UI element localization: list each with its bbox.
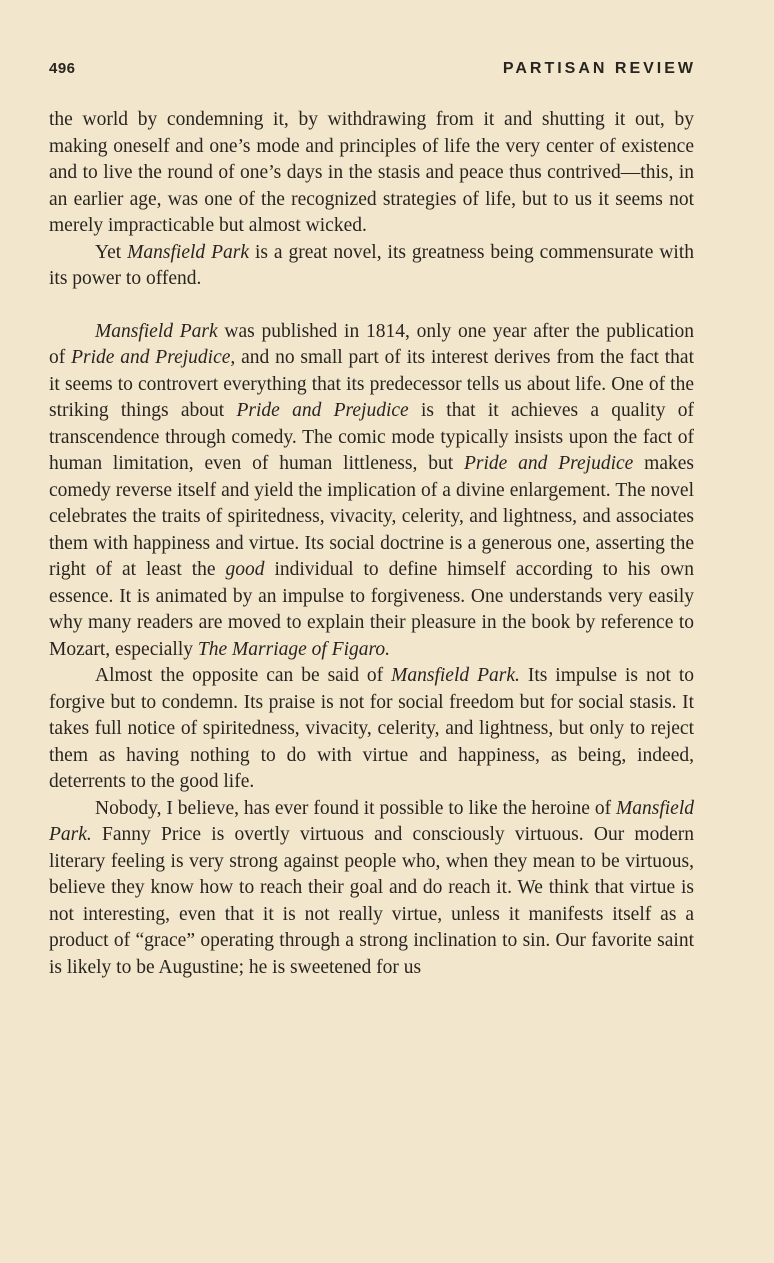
- italic-text: The Marriage of Figaro.: [197, 638, 391, 660]
- italic-text: good: [225, 559, 265, 580]
- text-run: individual to define himself according to his own essence. It is animated by an impulse to forgiveness. One understands very easily why many readers are moved to explain their pleasure in the book by reference to Mozart, especially: [49, 559, 695, 660]
- italic-text: Pride and Prejudice,: [71, 347, 236, 368]
- text-run: makes comedy reverse itself and yield the implication of a divine enlargement. The novel celebrates the traits of spiritedness, vivacity, celerity, and lightness, and associates them with happiness and virtue. Its social doctrine is a generous one, asserting the right of at least the: [49, 453, 694, 580]
- paragraph: [49, 663, 694, 796]
- italic-text: Mansfield Park: [95, 320, 218, 342]
- italic-text: Mansfield Park.: [391, 665, 520, 686]
- page-header: [49, 60, 696, 78]
- text-run: the world by condemning it, by withdrawing from it and shutting it out, by making oneself and one’s mode and principles of life the very center of existence and to live the round of one’s days in the stasis and peace thus contrived—this, in an earlier age, was one of the recognized strategies of life, but to us it seems not merely impracticable but almost wicked.: [49, 109, 694, 236]
- paragraph: [49, 107, 694, 240]
- running-head: PARTISAN REVIEW: [502, 60, 696, 77]
- paragraph: [49, 796, 694, 982]
- page-number: 496: [49, 60, 76, 77]
- paragraph: [49, 240, 694, 293]
- body-text: [49, 107, 694, 981]
- text-run: Its impulse is not to forgive but to condemn. Its praise is not for social freedom but for social stasis. It takes full notice of spiritedness, vivacity, celerity, and lightness, but only to reject them as having nothing to do with virtue and happiness, as being, indeed, deterrents to the good life.: [49, 665, 694, 792]
- italic-text: Pride and Prejudice: [463, 453, 634, 474]
- text-run: Yet: [95, 241, 128, 263]
- text-run: Fanny Price is overtly virtuous and consciously virtuous. Our modern literary feeling is very strong against people who, when they mean to be virtuous, believe they know how to reach their goal and do reach it. We think that virtue is not interesting, even that it is not really virtue, unless it manifests itself as a product of “grace” operating through a strong inclination to sin. Our favorite saint is likely to be Augustine; he is sweetened for us: [49, 824, 694, 978]
- text-run: Nobody, I believe, has ever found it possible to like the heroine of: [95, 797, 616, 819]
- text-run: is that it achieves a quality of transcendence through comedy. The comic mode typically insists upon the fact of human limitation, even of human littleness, but: [49, 400, 695, 474]
- italic-text: Pride and Prejudice: [236, 400, 409, 421]
- section-break: [49, 293, 694, 319]
- text-run: Almost the opposite can be said of: [95, 665, 392, 686]
- paragraph: [49, 319, 694, 664]
- italic-text: Mansfield Park.: [49, 797, 694, 845]
- text-run: and no small part of its interest derives from the fact that it seems to controvert everything that its predecessor tells us about life. One of the striking things about: [49, 347, 694, 421]
- italic-text: Mansfield Park: [127, 241, 249, 263]
- text-run: was published in 1814, only one year after the publication of: [49, 320, 694, 368]
- text-run: is a great novel, its greatness being commensurate with its power to offend.: [49, 241, 694, 289]
